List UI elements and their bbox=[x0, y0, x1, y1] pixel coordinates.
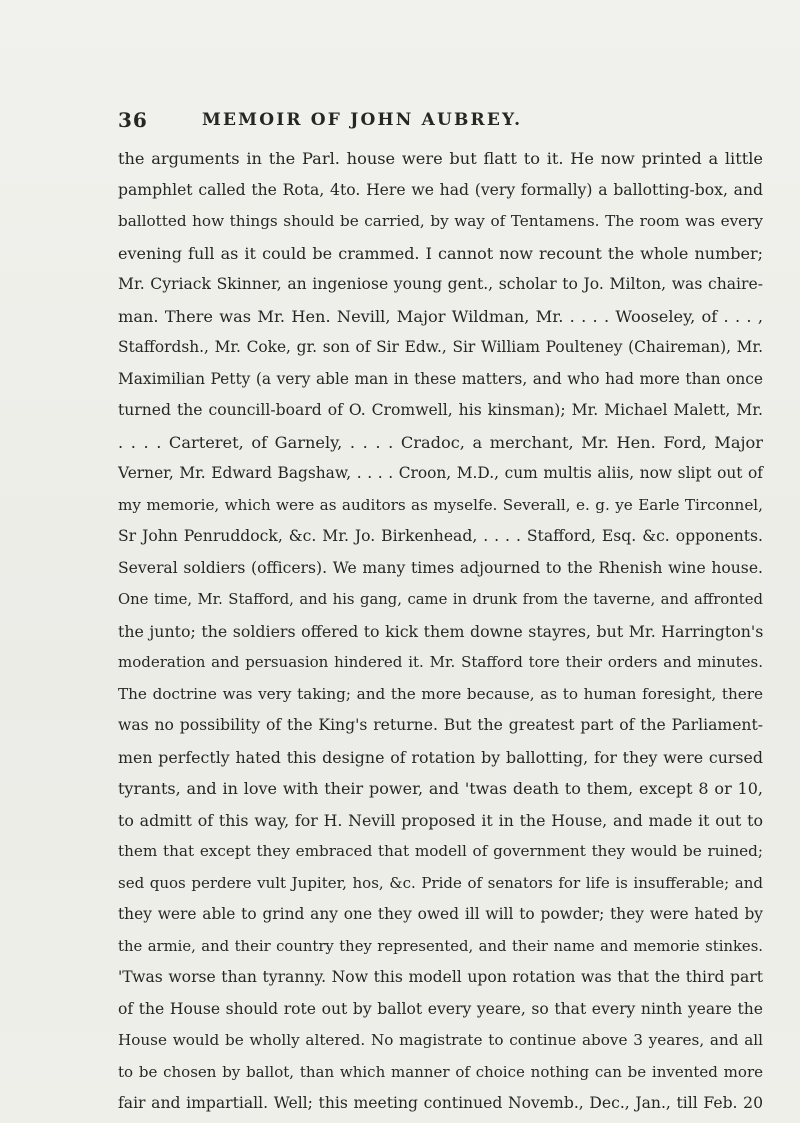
text-line: 'Twas worse than tyranny. Now this modell upon rotation was that the third part bbox=[118, 968, 763, 986]
running-head bbox=[118, 108, 763, 132]
text-line: to admitt of this way, for H. Nevill proposed it in the House, and made it out to bbox=[118, 810, 763, 830]
text-line: men perfectly hated this designe of rotation by ballotting, for they were cursed bbox=[118, 747, 763, 767]
text-line: they were able to grind any one they owed ill will to powder; they were hated by bbox=[118, 905, 763, 923]
text-line: my memorie, which were as auditors as myselfe. Severall, e. g. ye Earle Tirconnel, bbox=[118, 495, 763, 514]
text-line: Staffordsh., Mr. Coke, gr. son of Sir Edw., Sir William Poulteney (Chaireman), Mr. bbox=[118, 338, 763, 356]
text-line: the junto; the soldiers offered to kick them downe stayres, but Mr. Harrington's bbox=[118, 621, 764, 641]
text-line: of the House should rote out by ballot every yeare, so that every ninth yeare the bbox=[118, 999, 763, 1018]
page-number: 36 bbox=[118, 108, 148, 132]
text-line: the arguments in the Parl. house were but flatt to it. He now printed a little bbox=[118, 149, 763, 168]
text-line: sed quos perdere vult Jupiter, hos, &c. Pride of senators for life is insufferable; and bbox=[118, 873, 763, 892]
text-line: Verner, Mr. Edward Bagshaw, . . . . Croon, M.D., cum multis aliis, now slipt out of bbox=[118, 464, 763, 482]
running-title: MEMOIR OF JOHN AUBREY. bbox=[202, 110, 523, 130]
text-line: man. There was Mr. Hen. Nevill, Major Wildman, Mr. . . . . Wooseley, of . . . , bbox=[118, 306, 763, 326]
text-line: One time, Mr. Stafford, and his gang, came in drunk from the taverne, and affronted bbox=[118, 591, 763, 608]
text-line: turned the councill-board of O. Cromwell, his kinsman); Mr. Michael Malett, Mr. bbox=[118, 401, 763, 419]
text-line: The doctrine was very taking; and the more because, as to human foresight, there bbox=[118, 684, 763, 703]
text-line: them that except they embraced that modell of government they would be ruined; bbox=[118, 842, 763, 860]
text-line: Sr John Penruddock, &c. Mr. Jo. Birkenhead, . . . . Stafford, Esq. &c. opponents. bbox=[118, 527, 763, 545]
text-line: ballotted how things should be carried, by way of Tentamens. The room was every bbox=[118, 212, 763, 230]
text-line: . . . . Carteret, of Garnely, . . . . Cradoc, a merchant, Mr. Hen. Ford, Major bbox=[118, 432, 763, 452]
text-line: Mr. Cyriack Skinner, an ingeniose young gent., scholar to Jo. Milton, was chaire- bbox=[118, 275, 763, 293]
text-line: to be chosen by ballot, than which manner of choice nothing can be invented more bbox=[118, 1062, 763, 1081]
text-line: Several soldiers (officers). We many times adjourned to the Rhenish wine house. bbox=[118, 558, 763, 577]
text-line: pamphlet called the Rota, 4to. Here we had (very formally) a ballotting-box, and bbox=[118, 180, 763, 199]
text-line: House would be wholly altered. No magistrate to continue above 3 yeares, and all bbox=[118, 1031, 763, 1049]
text-line: tyrants, and in love with their power, and 'twas death to them, except 8 or 10, bbox=[118, 779, 763, 798]
text-line: fair and impartiall. Well; this meeting continued Novemb., Dec., Jan., till Feb. 20 bbox=[118, 1094, 763, 1112]
text-line: Maximilian Petty (a very able man in these matters, and who had more than once bbox=[118, 369, 763, 388]
text-line: moderation and persuasion hindered it. Mr. Stafford tore their orders and minutes. bbox=[118, 653, 763, 671]
text-line: the armie, and their country they represented, and their name and memorie stinkes. bbox=[118, 937, 763, 955]
text-line: evening full as it could be crammed. I cannot now recount the whole number; bbox=[118, 243, 763, 263]
text-line: was no possibility of the King's returne. But the greatest part of the Parliament- bbox=[118, 716, 763, 734]
body-paragraph bbox=[118, 143, 763, 1120]
